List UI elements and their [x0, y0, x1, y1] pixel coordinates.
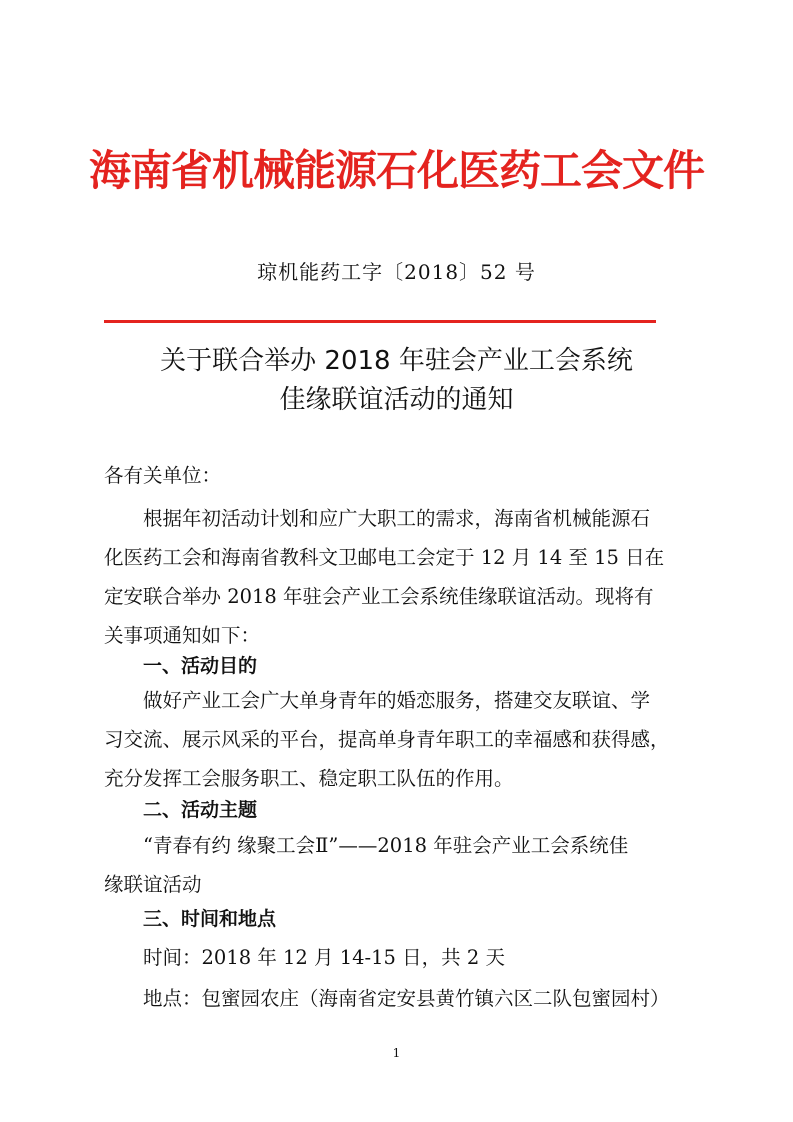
- theme-line: 缘联谊活动: [104, 873, 202, 896]
- event-place: 地点：包蜜园农庄（海南省定安县黄竹镇六区二队包蜜园村）: [143, 987, 670, 1010]
- salutation: 各有关单位：: [104, 464, 222, 487]
- document-number: 琼机能药工字〔2018〕52 号: [257, 260, 536, 284]
- section-heading-time-place: 三、时间和地点: [143, 908, 277, 930]
- intro-line: 定安联合举办 2018 年驻会产业工会系统佳缘联谊活动。现将有: [104, 585, 654, 608]
- purpose-line: 充分发挥工会服务职工、稳定职工队伍的作用。: [104, 767, 514, 790]
- purpose-line: 习交流、展示风采的平台，提高单身青年职工的幸福感和获得感，: [104, 728, 670, 751]
- event-time: 时间：2018 年 12 月 14-15 日，共 2 天: [143, 946, 505, 969]
- notice-title-line-2: 佳缘联谊活动的通知: [279, 385, 514, 415]
- purpose-line: 做好产业工会广大单身青年的婚恋服务，搭建交友联谊、学: [143, 689, 651, 712]
- intro-line: 关事项通知如下：: [104, 624, 261, 647]
- intro-line: 化医药工会和海南省教科文卫邮电工会定于 12 月 14 至 15 日在: [104, 546, 665, 569]
- section-heading-purpose: 一、活动目的: [143, 655, 258, 677]
- theme-line: “青春有约 缘聚工会Ⅱ”——2018 年驻会产业工会系统佳: [143, 834, 629, 857]
- intro-line: 根据年初活动计划和应广大职工的需求，海南省机械能源石: [143, 507, 651, 530]
- notice-title-line-1: 关于联合举办 2018 年驻会产业工会系统: [160, 346, 633, 376]
- page-number: 1: [392, 1046, 401, 1060]
- section-heading-theme: 二、活动主题: [143, 799, 258, 821]
- document-header-title: 海南省机械能源石化医药工会文件: [88, 146, 704, 195]
- red-divider-line: [104, 320, 656, 323]
